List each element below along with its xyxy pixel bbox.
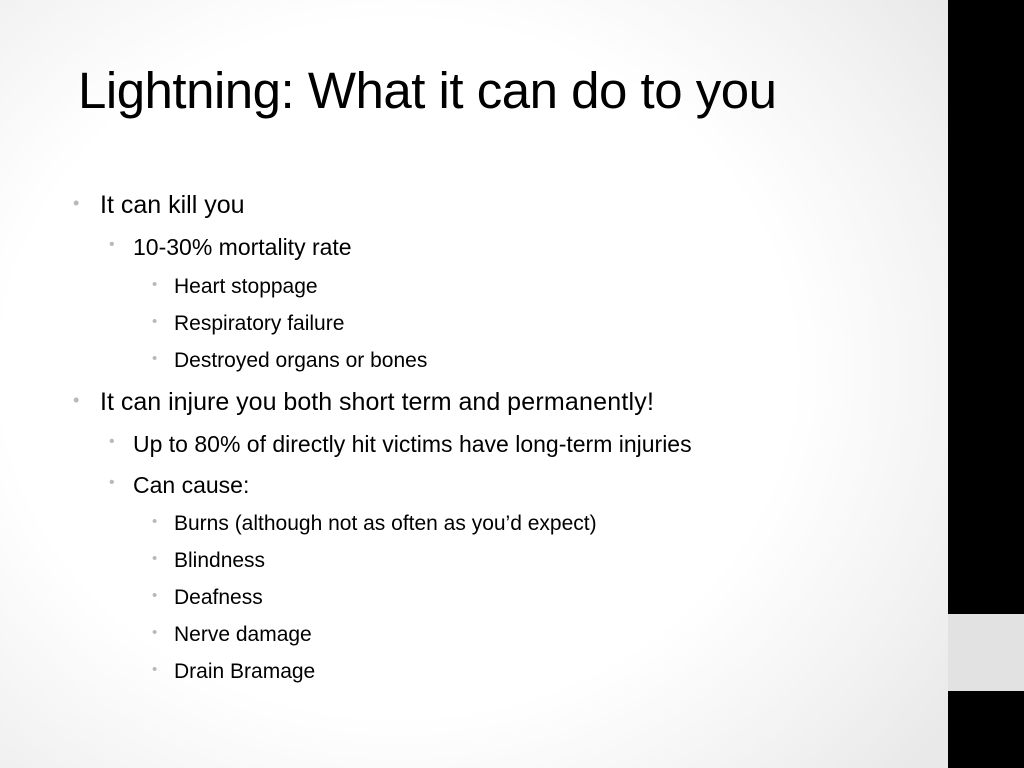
- bullet-text: Burns (although not as often as you’d expect): [174, 512, 597, 535]
- bullet-text: Deafness: [174, 586, 263, 609]
- bullet-dot-icon: •: [73, 390, 80, 410]
- bullet-text: Drain Bramage: [174, 660, 316, 683]
- bullet-text: Destroyed organs or bones: [174, 349, 428, 372]
- bullet-item-heart: [152, 275, 318, 298]
- bullet-dot-icon: •: [152, 550, 158, 567]
- bullet-dot-icon: •: [152, 276, 158, 293]
- bullet-dot-icon: •: [152, 313, 158, 330]
- bullet-text: It can injure you both short term and: [100, 388, 508, 416]
- bullet-dot-icon: •: [152, 661, 158, 678]
- bullet-text: It can kill you: [100, 191, 245, 219]
- bullet-text-end: !: [646, 388, 654, 416]
- bullet-item-injure: [73, 388, 654, 416]
- bullet-dot-icon: •: [109, 474, 115, 491]
- bullet-dot-icon: •: [152, 350, 158, 367]
- bullet-text: Respiratory failure: [174, 312, 345, 335]
- bullet-item-bramage: [152, 660, 316, 683]
- bullet-dot-icon: •: [109, 433, 115, 450]
- bullet-dot-icon: •: [152, 624, 158, 641]
- bullet-dot-icon: •: [109, 236, 115, 253]
- bullet-dot-icon: •: [152, 513, 158, 530]
- bullet-item-deafness: [152, 586, 263, 609]
- bullet-text: 10-30% mortality rate: [133, 234, 352, 260]
- bullet-text: Blindness: [174, 549, 266, 572]
- bullet-text: Nerve damage: [174, 623, 312, 646]
- bullet-item-respiratory: [152, 312, 345, 335]
- emphasis-text: permanently: [507, 388, 647, 416]
- slide-title: Lightning: What it can do to you: [78, 62, 777, 119]
- sidebar-accent-band: [948, 614, 1024, 691]
- bullet-item-nerve: [152, 623, 312, 646]
- bullet-dot-icon: •: [152, 587, 158, 604]
- bullet-item-can-cause: [109, 472, 250, 498]
- bullet-item-blindness: [152, 549, 266, 572]
- bullet-dot-icon: •: [73, 193, 80, 213]
- bullet-item-mortality: [109, 234, 352, 260]
- bullet-item-organs: [152, 349, 428, 372]
- right-sidebar-decoration: [948, 0, 1024, 768]
- bullet-text: Up to 80% of directly hit victims have long-term injuries: [133, 431, 692, 457]
- bullet-text: Can cause:: [133, 472, 250, 498]
- bullet-item-burns: [152, 512, 597, 535]
- bullet-text: Heart stoppage: [174, 275, 318, 298]
- bullet-item-kill: [73, 191, 245, 219]
- bullet-item-long-term: [109, 431, 692, 457]
